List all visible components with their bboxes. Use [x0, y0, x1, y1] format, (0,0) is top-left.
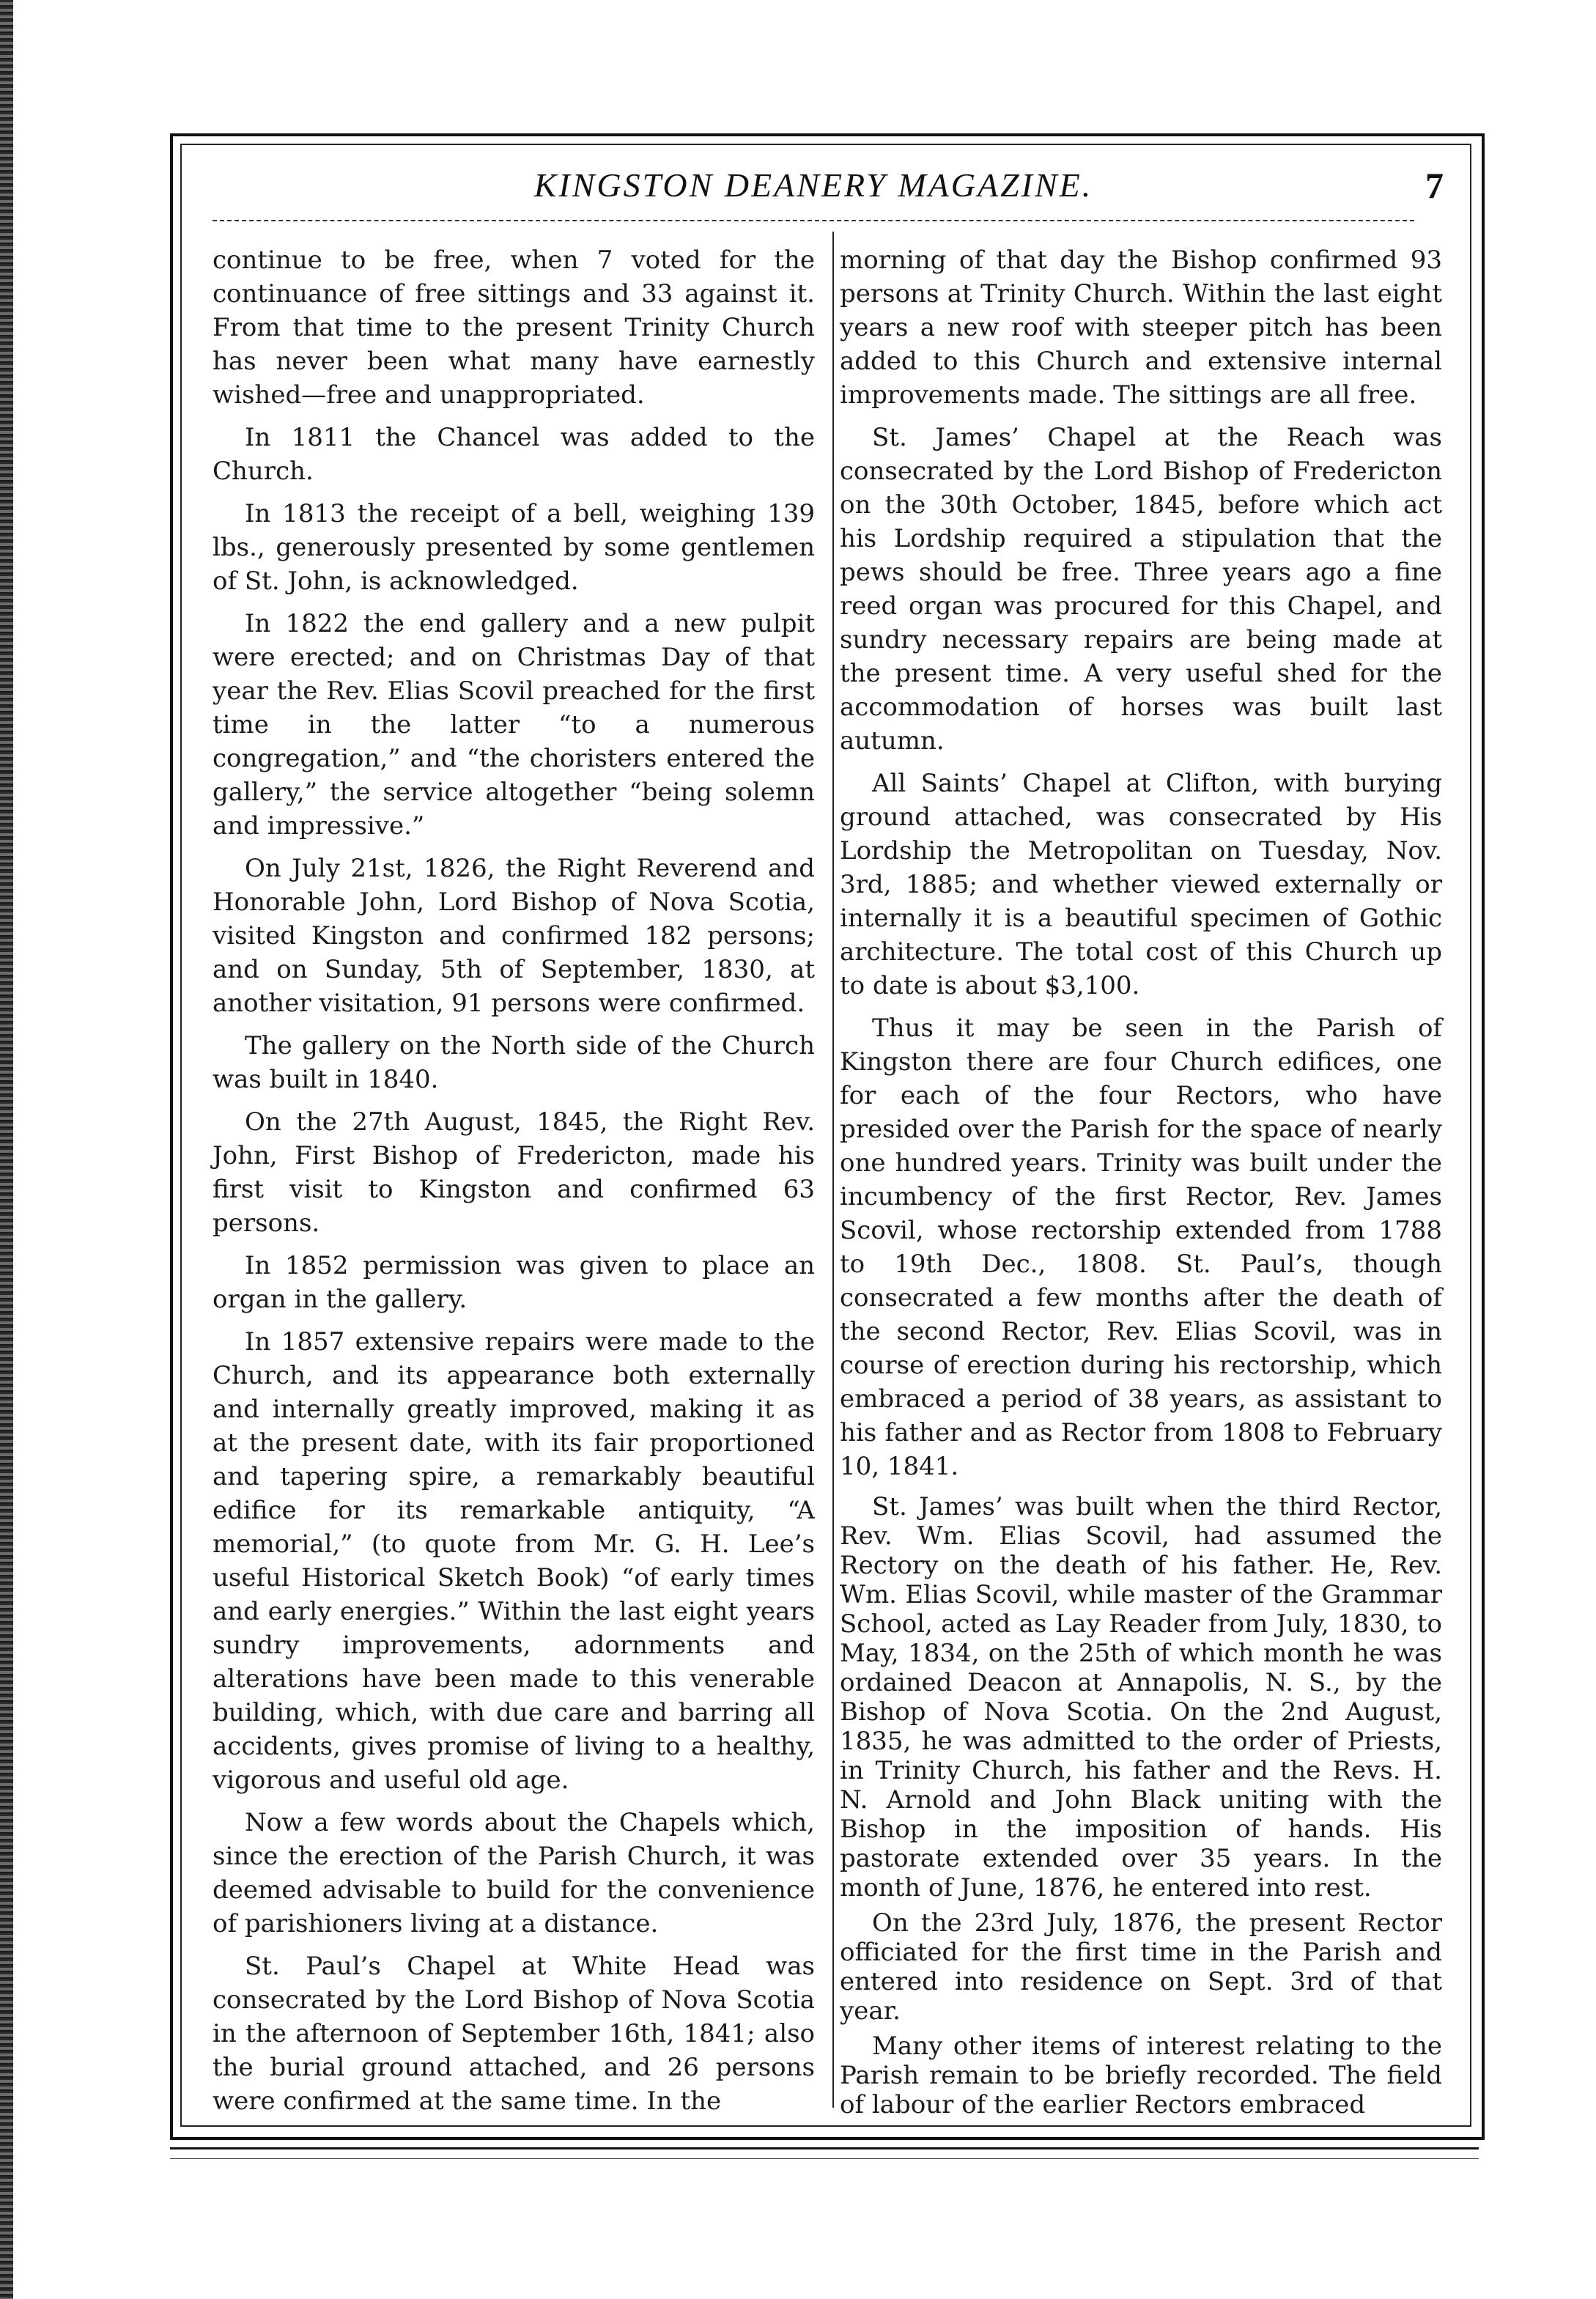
- paragraph: morning of that day the Bishop confirmed 93 persons at Trinity Church. Within the last eight years a new roof with steeper pitch has been added to this Church and extensive internal improvements made. The sittings are all free.: [840, 246, 1442, 410]
- paragraph: On the 27th August, 1845, the Right Rev. John, First Bishop of Fredericton, made his first visit to Kingston and confirmed 63 persons.: [213, 1107, 815, 1238]
- paragraph: On July 21st, 1826, the Right Reverend and Honorable John, Lord Bishop of Nova Scotia, visited Kingston and confirmed 182 persons; and on Sunday, 5th of September, 1830, at another visitation, 91 persons were confirmed.: [213, 854, 815, 1018]
- paragraph: Now a few words about the Chapels which, since the erection of the Parish Church, it was deemed advisable to build for the convenience of parishioners living at a distance.: [213, 1808, 815, 1938]
- header-rule: [213, 220, 1414, 221]
- paragraph: Many other items of interest relating to the Parish remain to be briefly recorded. The field of labour of the earlier Rectors embraced: [840, 2032, 1442, 2119]
- paragraph: In 1852 permission was given to place an organ in the gallery.: [213, 1251, 815, 1314]
- binding-edge: [0, 0, 13, 2299]
- page-number: 7: [1425, 165, 1444, 206]
- paragraph: The gallery on the North side of the Church was built in 1840.: [213, 1031, 815, 1094]
- right-column: [840, 243, 1442, 2119]
- paragraph: On the 23rd July, 1876, the present Rector officiated for the first time in the Parish and entered into residence on Sept. 3rd of that year.: [840, 1908, 1442, 2026]
- bottom-rule: [170, 2147, 1479, 2149]
- paragraph: All Saints’ Chapel at Clifton, with burying ground attached, was consecrated by His Lordship the Metropolitan on Tuesday, Nov. 3rd, 1885; and whether viewed externally or internally it is a beautiful specimen of Gothic architecture. The total cost of this Church up to date is about $3,100.: [840, 769, 1442, 1000]
- paragraph: St. James’ Chapel at the Reach was consecrated by the Lord Bishop of Fredericton on the 30th October, 1845, before which act his Lordship required a stipulation that the pews should be free. Three years ago a fine reed organ was procured for this Chapel, and sundry necessary repairs are being made at the present time. A very useful shed for the accommodation of horses was built last autumn.: [840, 423, 1442, 756]
- paragraph: In 1822 the end gallery and a new pulpit were erected; and on Christmas Day of that year the Rev. Elias Scovil preached for the first time in the latter “to a numerous congregation,” and “the choristers entered the gallery,” the service altogether “being solemn and impressive.”: [213, 609, 815, 841]
- paragraph: In 1857 extensive repairs were made to the Church, and its appearance both externally and internally greatly improved, making it as at the present date, with its fair proportioned and tapering spire, a remarkably beautiful edifice for its remarkable antiquity, “A memorial,” (to quote from Mr. G. H. Lee’s useful Historical Sketch Book) “of early times and early energies.” Within the last eight years sundry improvements, adornments and alterations have been made to this venerable building, which, with due care and barring all accidents, gives promise of living to a healthy, vigorous and useful old age.: [213, 1327, 815, 1795]
- paragraph: In 1813 the receipt of a bell, weighing 139 lbs., generously presented by some gentlemen of St. John, is acknowledged.: [213, 499, 815, 596]
- paragraph: St. Paul’s Chapel at White Head was consecrated by the Lord Bishop of Nova Scotia in the afternoon of September 16th, 1841; also the burial ground attached, and 26 persons were confirmed at the same time. In the: [213, 1952, 815, 2116]
- paragraph: St. James’ was built when the third Rector, Rev. Wm. Elias Scovil, had assumed the Rectory on the death of his father. He, Rev. Wm. Elias Scovil, while master of the Grammar School, acted as Lay Reader from July, 1830, to May, 1834, on the 25th of which month he was ordained Deacon at Annapolis, N. S., by the Bishop of Nova Scotia. On the 2nd August, 1835, he was admitted to the order of Priests, in Trinity Church, his father and the Revs. H. N. Arnold and John Black uniting with the Bishop in the imposition of hands. His pastorate extended over 35 years. In the month of June, 1876, he entered into rest.: [840, 1492, 1442, 1903]
- bottom-rule-thin: [170, 2158, 1479, 2159]
- running-title: KINGSTON DEANERY MAGAZINE.: [533, 166, 1093, 204]
- left-column: [213, 243, 815, 2119]
- paragraph: continue to be free, when 7 voted for the continuance of free sittings and 33 against it. From that time to the present Trinity Church has never been what many have earnestly wished—free and unappropriated.: [213, 246, 815, 410]
- paragraph: Thus it may be seen in the Parish of Kingston there are four Church edifices, one for each of the four Rectors, who have presided over the Parish for the space of nearly one hundred years. Trinity was built under the incumbency of the first Rector, Rev. James Scovil, whose rectorship extended from 1788 to 19th Dec., 1808. St. Paul’s, though consecrated a few months after the death of the second Rector, Rev. Elias Scovil, was in course of erection during his rectorship, which embraced a period of 38 years, as assistant to his father and as Rector from 1808 to February 10, 1841.: [840, 1014, 1442, 1481]
- paragraph: In 1811 the Chancel was added to the Church.: [213, 423, 815, 486]
- running-header: [213, 165, 1444, 217]
- column-divider: [832, 232, 834, 2108]
